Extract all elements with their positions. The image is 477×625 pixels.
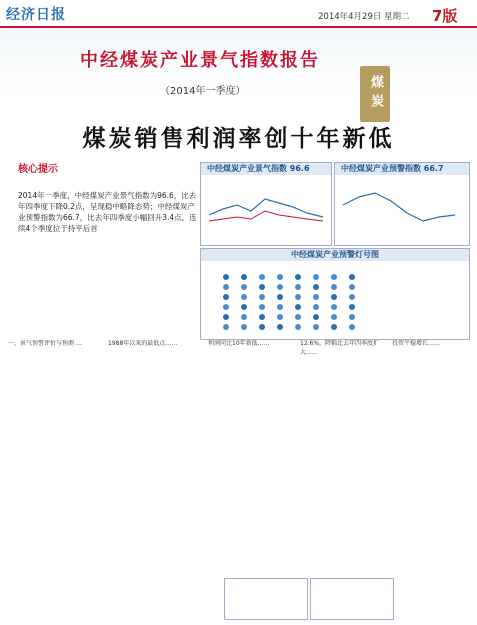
article-col-2: 1988年以来的最低点…… [108,340,178,347]
signal-row [223,275,477,281]
article-col-1: 一、景气预警评价与预测 … [8,340,82,347]
climate-index-plot [201,175,331,245]
signal-row [223,265,477,271]
coal-tag: 煤炭 [360,66,390,122]
article-col-5: 投资平稳增长…… [392,340,441,347]
warning-index-chart [334,162,470,246]
article-col-4: 12.6%，降幅比去年四季度扩大…… [300,340,380,356]
report-title: 中经煤炭产业景气指数报告 [80,50,320,71]
signal-chart [200,248,470,340]
signal-row [223,295,477,301]
article-col-3: 利润同比10年新低…… [208,340,270,347]
mini-chart-1 [224,578,308,620]
warning-index-plot [335,175,469,245]
report-banner [0,30,477,113]
summary-box [18,160,198,330]
signal-row [223,315,477,321]
page-number: 7版 [432,7,458,25]
signal-row [223,285,477,291]
warning-index-title: 中经煤炭产业预警指数 66.7 [335,163,469,175]
signal-grid [217,263,453,333]
signal-chart-title: 中经煤炭产业预警灯号图 [201,249,469,261]
mini-chart-2 [310,578,394,620]
climate-index-line [209,199,323,217]
summary-title: 核心提示 [18,164,58,175]
header-divider [0,26,477,28]
issue-date: 2014年4月29日 星期二 [318,12,410,22]
summary-text: 2014年一季度，中经煤炭产业景气指数为96.6，比去年四季度下降0.2点，呈现稳中略降态势；中经煤炭产业预警指数为66.7，比去年四季度小幅回升3.4点，连续4个季度位于持平后首 [18,191,197,233]
masthead [0,0,477,24]
report-subtitle: （2014年一季度） [160,86,246,97]
headline: 煤炭销售利润率创十年新低 [82,126,395,152]
newspaper-logo: 经济日报 [6,7,66,23]
climate-index-chart [200,162,332,246]
climate-index-title: 中经煤炭产业景气指数 96.6 [201,163,331,175]
warning-index-line [343,193,455,221]
signal-row [223,305,477,311]
